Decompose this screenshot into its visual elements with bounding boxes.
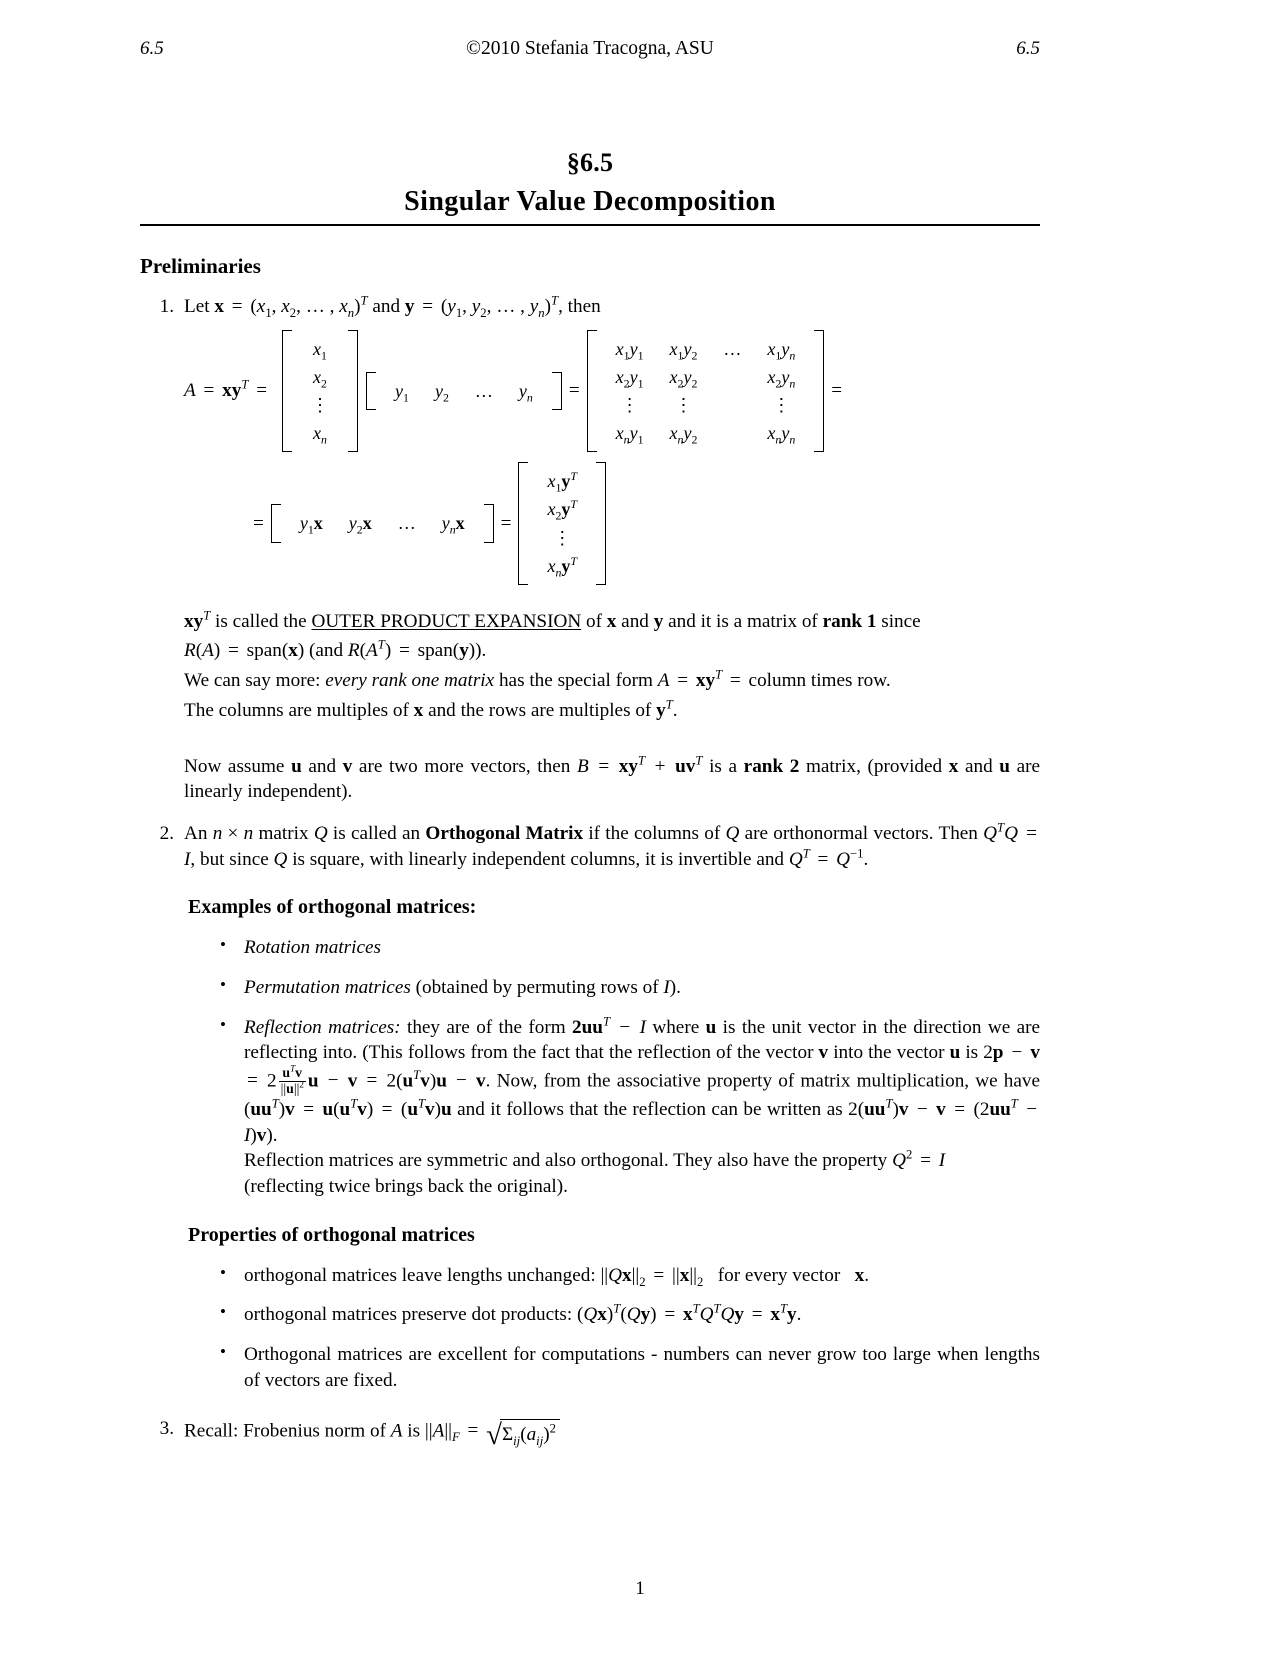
numbered-list [140, 294, 1040, 872]
matrix-cell [719, 375, 745, 379]
preliminaries-heading: Preliminaries [140, 254, 261, 278]
numbered-list-continued [140, 1416, 1040, 1455]
equals-sign: = [568, 380, 580, 402]
reflection-extra-line-1: Reflection matrices are symmetric and also orthogonal. They also have the property $Q^2 = I$ [244, 1148, 946, 1172]
title-rule [140, 224, 1040, 226]
header-left-section: 6.5 [140, 38, 164, 59]
document-body [140, 252, 1040, 1470]
matrix-cell: … [397, 513, 416, 534]
matrix-cell: $x_ny_1$ [615, 423, 644, 447]
header-copyright-text: 2010 Stefania Tracogna, ASU [480, 38, 714, 59]
examples-bullet-list [218, 935, 1040, 1200]
matrix-cell: ⋮ [674, 395, 693, 416]
bullet-preserve-dot-products: • orthogonal matrices preserve dot products: $(Qx)^T(Qy) = x^TQ^TQy = x^Ty$. [218, 1302, 1040, 1328]
matrix-cell: $x_ny_2$ [669, 423, 698, 447]
matrix-cell: ⋮ [620, 395, 639, 416]
equals-sign-tail: = [831, 380, 843, 402]
matrix-cell [719, 431, 745, 435]
bracket-left [366, 372, 376, 410]
header-right-section: 6.5 [1016, 38, 1040, 59]
matrix-cell: $y_2x$ [348, 513, 372, 538]
matrix-cell: $y_1$ [395, 381, 409, 405]
outer-product-line-4: The columns are multiples of x and the rows are multiples of $y^T$. [184, 697, 678, 721]
matrix-cell: $y_1x$ [299, 513, 323, 538]
matrix-cell: $x_1y_2$ [669, 338, 698, 363]
bracket-left [271, 504, 281, 542]
bullet-reflection-matrices: • Reflection matrices: they are of the form $2uu^T - I$ where u is the unit vector in the direction we are reflecting into. (This follows from the fact that the reflection of the vector v into the vector u is 2p − v = 2 $\frac{u^Tv}{||u||^2}$ $u - v = 2(u^Tv)u - v$. Now, from the associative property of matrix multiplication, we have $(uu^T)v = u(u^Tv) = (u^Tv)u$ and it follows that the reflection can be written as $2(uu^T)v - v = (2uu^T - I)v$). Reflection matrices are symmetric and also orthogonal. They also have the property $Q^2 = I$ (reflecting twice brings back the original). [218, 1015, 1040, 1200]
item-1-intro: Let $x = (x_1$, $x_2$, … , $x_n)^T$ and $y = (y_1$, $y_2$, … , $y_n)^T$, then [184, 293, 601, 320]
outer-product-explanation [184, 609, 1040, 724]
running-header [140, 38, 1040, 60]
matrix-outer-product [587, 330, 825, 452]
matrix-cell: ⋮ [553, 527, 572, 548]
matrix-cell: $y_nx$ [441, 513, 465, 538]
matrix-cell: $x_ny^T$ [547, 553, 578, 580]
bracket-left [518, 462, 528, 584]
matrix-row-of-columns [271, 504, 494, 542]
copyright-icon: © [466, 38, 481, 59]
title-block [140, 148, 1040, 226]
bracket-right [484, 504, 494, 542]
examples-heading: Examples of orthogonal matrices: [188, 896, 477, 919]
matrix-column-vector-x [282, 330, 358, 452]
matrix-cell: … [723, 338, 742, 359]
equation-lhs: $A = xy^T$ = [184, 377, 268, 402]
matrix-column-of-rows [518, 462, 606, 584]
bracket-right [814, 330, 824, 452]
section-number: §6.5 [566, 148, 614, 177]
radical-icon: √ [486, 1418, 502, 1451]
bracket-right [552, 372, 562, 410]
list-item-3 [140, 1416, 1040, 1455]
matrix-cell: $x_2y^T$ [547, 497, 578, 523]
item-2-body [184, 821, 1040, 872]
matrix-row-vector-y [366, 372, 562, 410]
rank-two-paragraph: Now assume u and v are two more vectors, then $B = xy^T + uv^T$ is a rank 2 matrix, (provided x and u are linearly independent). [184, 753, 1041, 803]
matrix-cell: $x_ny_n$ [767, 423, 796, 447]
bracket-left [587, 330, 597, 452]
matrix-cell: $x_2y_1$ [615, 366, 644, 391]
bullet-lengths-unchanged: • orthogonal matrices leave lengths unchanged: $||Qx||_2 = ||x||_2$ for every vector x. [218, 1263, 1040, 1289]
matrix-cell: … [474, 381, 493, 401]
matrix-cell [719, 403, 745, 407]
item-1-number: 1. [159, 296, 174, 318]
matrix-cell: $x_2y_2$ [669, 366, 698, 391]
page-title: Singular Value Decomposition [404, 186, 776, 217]
bracket-right [348, 330, 358, 452]
matrix-cell: $x_1y^T$ [547, 469, 578, 495]
square-root-expression: $√\Sigma_{ij}(a_{ij})^2$ [486, 1416, 560, 1455]
reflection-extra-line-2: (reflecting twice brings back the original). [244, 1176, 568, 1198]
equation-outer-product [184, 330, 1040, 452]
matrix-cell: $y_2$ [434, 381, 449, 405]
bullet-permutation-matrices: • Permutation matrices (obtained by permuting rows of I). [218, 975, 1040, 1001]
item-1-body [184, 294, 1040, 805]
bracket-left [282, 330, 292, 452]
matrix-cell: $x_n$ [313, 423, 327, 447]
matrix-cell: $x_1y_n$ [767, 338, 796, 363]
equals-sign: = [253, 512, 264, 534]
bracket-right [596, 462, 606, 584]
list-item-1 [140, 294, 1040, 805]
properties-bullet-list [218, 1263, 1040, 1394]
equation-column-row-forms [250, 462, 1040, 584]
page-number: 1 [635, 1578, 645, 1599]
item-3-body: Recall: Frobenius norm of A is $||A||_F = √\Sigma_{ij}(a_{ij})^2$ [184, 1416, 1040, 1455]
outer-product-expansion-term: OUTER PRODUCT EXPANSION [311, 610, 582, 632]
matrix-cell: $x_2$ [313, 366, 327, 391]
matrix-cell: $y_n$ [518, 381, 533, 405]
outer-product-line-3: We can say more: every rank one matrix has the special form $A = xy^T$ = column times row. [184, 667, 891, 692]
header-copyright [466, 38, 714, 60]
matrix-cell: $x_1$ [313, 338, 327, 363]
matrix-cell: ⋮ [772, 395, 791, 416]
outer-product-line-2: R(A) = span(x) (and $R(A^T)$ = span(y)). [184, 638, 487, 662]
properties-heading: Properties of orthogonal matrices [188, 1223, 475, 1246]
list-item-2 [140, 821, 1040, 872]
bullet-rotation-matrices: • Rotation matrices [218, 935, 1040, 961]
matrix-cell: $x_1y_1$ [615, 338, 644, 363]
bullet-excellent-for-computations: • Orthogonal matrices are excellent for computations - numbers can never grow too large when lengths of vectors are fixed. [218, 1342, 1040, 1393]
equals-sign: = [500, 512, 512, 534]
fraction-utv-over-norm-u-squared: $\frac{u^Tv}{||u||^2}$ [280, 1063, 304, 1097]
orthogonal-matrix-definition: An n × n matrix Q is called an Orthogonal Matrix if the columns of Q are orthonormal vectors. Then $Q^TQ = I$, but since Q is square, with linearly independent columns, it is invertible and $Q^T = Q^{-1}$. [184, 820, 1037, 870]
item-2-number: 2. [159, 823, 174, 845]
matrix-cell: $x_2y_n$ [767, 366, 796, 391]
matrix-cell: ⋮ [311, 395, 330, 416]
item-3-number: 3. [159, 1417, 174, 1439]
outer-product-line-1: $xy^T$ is called the OUTER PRODUCT EXPANSION of x and y and it is a matrix of rank 1 since [184, 608, 921, 632]
